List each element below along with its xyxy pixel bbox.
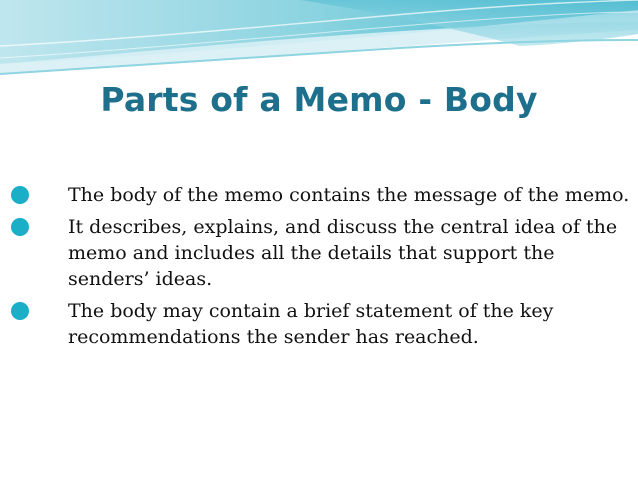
bullet-item	[10, 298, 630, 350]
bullet-text: The body may contain a brief statement of the key recommendations the sender has reached.	[68, 300, 554, 348]
bullet-item	[10, 182, 630, 208]
bullet-text: It describes, explains, and discuss the central idea of the memo and includes all the details that support the senders’ ideas.	[68, 216, 618, 290]
bullet-item	[10, 214, 630, 292]
wave-header-decoration	[0, 0, 638, 90]
bullet-circle-icon	[10, 217, 30, 237]
bullet-text: The body of the memo contains the message of the memo.	[68, 184, 630, 206]
slide-title: Parts of a Memo - Body	[100, 80, 538, 119]
bullet-circle-icon	[10, 301, 30, 321]
bullet-circle-icon	[10, 185, 30, 205]
bullet-list	[10, 182, 630, 356]
